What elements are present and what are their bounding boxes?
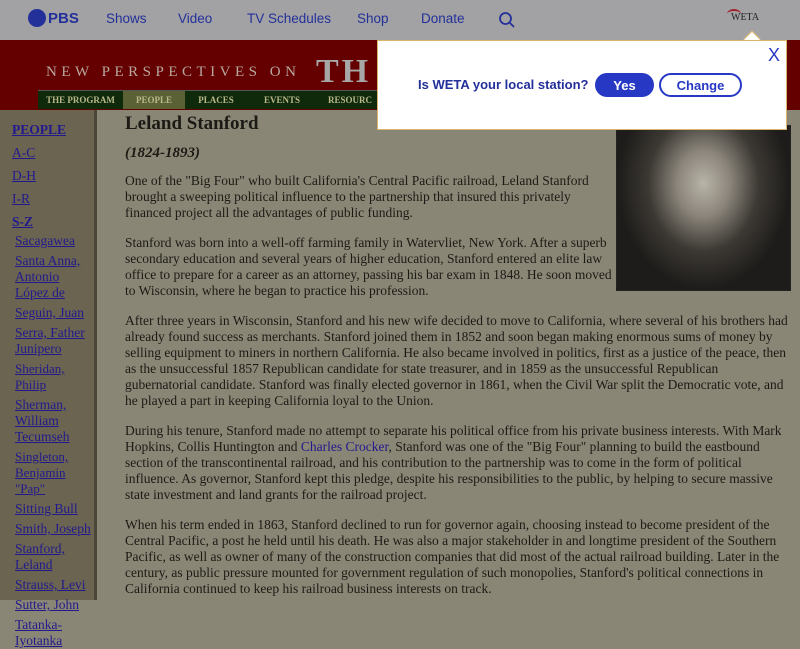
- banner-title-big: TH: [316, 53, 372, 90]
- change-button[interactable]: Change: [659, 73, 742, 97]
- person-link[interactable]: Seguin, Juan: [15, 305, 84, 320]
- paragraph-text: , Stanford was one of the "Big Four" planning to build the eastbound section of the transcontinental railroad, and his contribution to the partnership was to come in the form of political influence. As governor, Stanford kept this pledge, despite his responsibilities to the public, by helping to secure massive state investment and land grants for the railroad project.: [125, 439, 773, 502]
- paragraph: When his term ended in 1863, Stanford declined to run for governor again, choosing instead to become president of the Central Pacific, a post he held until his death. He was also a major stakeholder in and longtime president of the Southern Pacific, as well as owner of many of the construction companies that did most of the actual railroad building. Later in the century, as public pressure mounted for government regulation of such monopolies, Stanford's political connections in California continued to keep his railroad business interests on track.: [125, 517, 780, 596]
- charles-crocker-link[interactable]: Charles Crocker: [300, 439, 389, 454]
- pbs-logo[interactable]: [28, 9, 79, 27]
- range-i-r[interactable]: I-R: [12, 191, 30, 206]
- nav-shop[interactable]: Shop: [357, 11, 389, 26]
- range-a-c[interactable]: A-C: [12, 145, 36, 160]
- nav-events[interactable]: EVENTS: [263, 95, 300, 105]
- nav-donate[interactable]: Donate: [421, 11, 465, 26]
- person-link[interactable]: Sherman, William Tecumseh: [15, 397, 70, 444]
- person-link[interactable]: Serra, Father Junipero: [15, 325, 85, 356]
- person-link[interactable]: Strauss, Levi: [15, 577, 86, 592]
- person-link[interactable]: Smith, Joseph: [15, 521, 91, 536]
- nav-people[interactable]: PEOPLE: [123, 91, 185, 109]
- station-question: Is WETA your local station?: [418, 77, 589, 92]
- people-sidebar: [0, 110, 97, 648]
- nav-the-program[interactable]: THE PROGRAM: [46, 95, 115, 105]
- local-station-popup: [377, 40, 787, 130]
- nav-shows[interactable]: Shows: [106, 11, 147, 26]
- paragraph-text: During his tenure, Stanford made no attempt to separate his political office from his private business interests. With Mark Hopkins, Collis Huntington and: [125, 423, 782, 454]
- search-icon[interactable]: [498, 11, 516, 29]
- pbs-head-icon: [28, 9, 46, 27]
- paragraph: [125, 423, 793, 503]
- person-link[interactable]: Sitting Bull: [15, 501, 78, 516]
- person-link[interactable]: Sheridan, Philip: [15, 361, 65, 392]
- paragraph: One of the "Big Four" who built California's Central Pacific railroad, Leland Stanford brought a sweeping political influence to the partnership that insured this privately financed project all the advantages of public funding.: [125, 173, 589, 220]
- person-link[interactable]: Singleton, Benjamin "Pap": [15, 449, 69, 496]
- article: [125, 113, 793, 611]
- section-nav: [38, 90, 383, 109]
- weta-station-logo[interactable]: WETA: [731, 12, 760, 23]
- nav-tv-schedules[interactable]: TV Schedules: [247, 11, 332, 26]
- person-link[interactable]: Tatanka-Iyotanka: [15, 617, 63, 648]
- paragraph: After three years in Wisconsin, Stanford and his new wife decided to move to California, where several of his brothers had already found success as merchants. Stanford joined them in 1852 and soon began making enormous sums of money by selling equipment to miners in northern California. He also became involved in politics, first as a justice of the peace, then as the unsuccessful 1857 Republican candidate for state treasurer, and in 1859 as the unsuccessful Republican gubernatorial candidate. Stanford was finally elected governor in 1861, when the Civil War split the Democratic vote, and he played a part in keeping California loyal to the Union.: [125, 313, 788, 408]
- sidebar-people-heading[interactable]: PEOPLE: [12, 122, 67, 137]
- paragraph: Stanford was born into a well-off farming family in Watervliet, New York. After a superb secondary education and several years of higher education, Stanford entered an elite law office to prepare for a career as an attorney, passing his bar exam in 1848. He soon moved to Wisconsin, where he began to practice his profession.: [125, 235, 612, 298]
- article-title: Leland Stanford: [125, 113, 259, 134]
- person-link[interactable]: Santa Anna, Antonio López de: [15, 253, 81, 300]
- banner-title: NEW PERSPECTIVES ON: [46, 64, 301, 80]
- person-link[interactable]: Sacagawea: [15, 233, 75, 248]
- close-icon[interactable]: X: [767, 45, 780, 65]
- range-d-h[interactable]: D-H: [12, 168, 36, 183]
- pbs-top-bar: [0, 0, 800, 40]
- person-link[interactable]: Sutter, John: [15, 597, 79, 612]
- pbs-logo-text: PBS: [48, 9, 79, 27]
- person-link[interactable]: Stanford, Leland: [15, 541, 65, 572]
- nav-places[interactable]: PLACES: [198, 95, 234, 105]
- nav-video[interactable]: Video: [178, 11, 213, 26]
- nav-resources[interactable]: RESOURC: [327, 95, 372, 105]
- article-dates: (1824-1893): [125, 145, 200, 161]
- yes-button[interactable]: Yes: [595, 73, 654, 97]
- range-s-z[interactable]: S-Z: [12, 214, 34, 229]
